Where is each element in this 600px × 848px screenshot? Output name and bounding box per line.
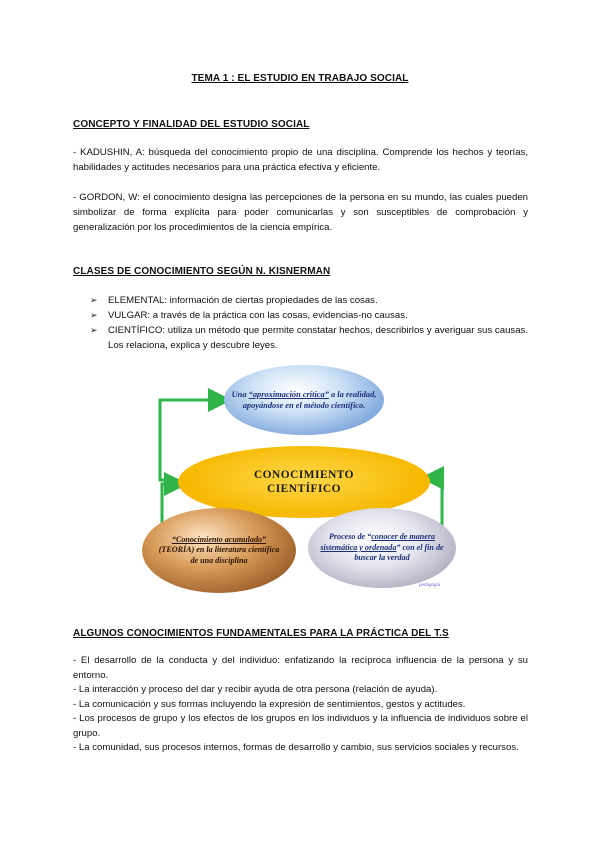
list-item: - La comunidad, sus procesos internos, formas de desarrollo y cambio, sus servicios sociales y recursos. [73, 742, 519, 753]
bubble-scientific-knowledge: CONOCIMIENTO CIENTÍFICO [178, 446, 430, 518]
paragraph-gordon: - GORDON, W: el conocimiento designa las percepciones de la persona en su mundo, las cuales pueden simbolizar de forma explícita para poder comunicarlas y son susceptibles de comprobación y generalización por los procedimientos de la ciencia empírica. [73, 192, 528, 233]
arrow-bullet-icon: ➢ [90, 310, 98, 320]
list-item: ➢ VULGAR: a través de la práctica con las cosas, evidencias-no causas. [90, 310, 408, 321]
knowledge-diagram [140, 360, 470, 600]
section-heading-fundamentales: ALGUNOS CONOCIMIENTOS FUNDAMENTALES PARA LA PRÁCTICA DEL T.S [73, 628, 449, 639]
section-heading-concepto: CONCEPTO Y FINALIDAD DEL ESTUDIO SOCIAL [73, 119, 310, 130]
section-heading-clases: CLASES DE CONOCIMIENTO SEGÚN N. KISNERMAN [73, 266, 331, 277]
arrow-bullet-icon: ➢ [90, 295, 98, 305]
list-item: ➢ CIENTÍFICO: utiliza un método que permite constatar hechos, describirlos y averiguar sus causas. Los relaciona, explica y descubre leyes. [90, 325, 528, 351]
bullet-list [90, 293, 528, 353]
fundamentals-list [73, 654, 528, 756]
bubble-critical-approach: Una “aproximación crítica” a la realidad, apoyándose en el método científico. [224, 365, 384, 435]
list-item: - La comunicación y sus formas incluyendo la expresión de sentimientos, gestos y actitudes. [73, 698, 466, 710]
watermark-text: pedagogía [419, 582, 441, 587]
list-item: - Los procesos de grupo y los efectos de los grupos en los individuos y la influencia de individuos sobre el grupo. [73, 713, 528, 739]
arrow-bullet-icon: ➢ [90, 325, 98, 335]
bubble-systematic-process: Proceso de “conocer de manera sistemática y ordenada” con el fin de buscar la verdad [308, 508, 456, 588]
list-item: - La interacción y proceso del dar y recibir ayuda de otra persona (relación de ayuda). [73, 684, 438, 695]
page-title: TEMA 1 : EL ESTUDIO EN TRABAJO SOCIAL [191, 73, 409, 84]
list-item: ➢ ELEMENTAL: información de ciertas propiedades de las cosas. [90, 295, 378, 306]
list-item: - El desarrollo de la conducta y del individuo: enfatizando la recíproca influencia de la persona y su entorno. [73, 655, 528, 681]
paragraph-kadushin: - KADUSHIN, A: búsqueda del conocimiento propio de una disciplina. Comprende los hechos y teorías, habilidades y actitudes necesarios para una práctica efectiva y eficiente. [73, 147, 528, 173]
bubble-accumulated-knowledge: “Conocimiento acumulado” (TEORÍA) en la literatura científica de una disciplina [142, 508, 296, 593]
